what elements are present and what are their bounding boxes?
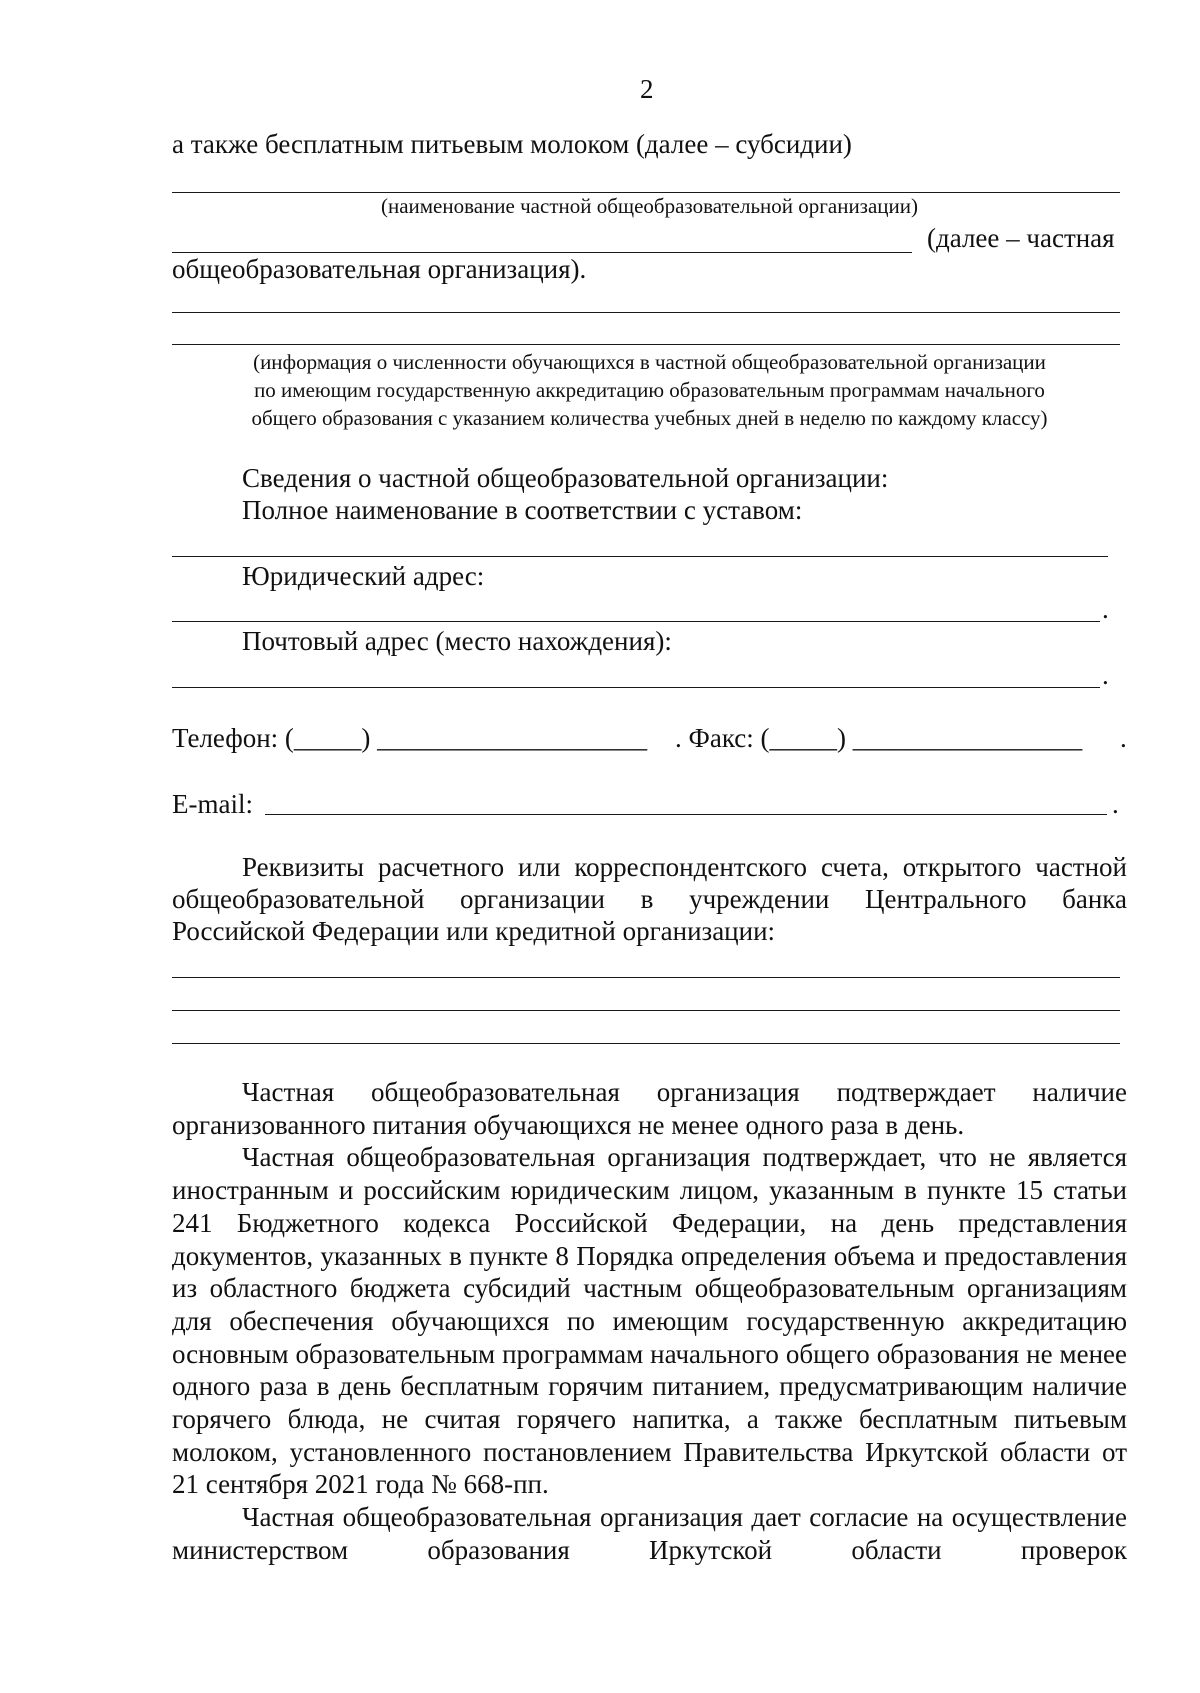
fax-dot: . [1120, 723, 1127, 753]
legal-address-dot: . [1102, 594, 1109, 624]
requisites-line-2: общеобразовательной организации в учреждении Центрального банка [172, 884, 1127, 914]
requisites-blank-3[interactable] [172, 1043, 1120, 1044]
org-suffix: (далее – частная [927, 223, 1115, 253]
email-label: E-mail: [172, 789, 253, 819]
requisites-blank-2[interactable] [172, 1010, 1120, 1011]
postal-address-blank[interactable] [172, 687, 1100, 688]
legal-address-label: Юридический адрес: [242, 561, 485, 591]
postal-address-dot: . [1102, 660, 1109, 690]
legal-address-blank[interactable] [172, 621, 1100, 622]
students-blank-1[interactable] [172, 312, 1120, 313]
full-name-label: Полное наименование в соответствии с уставом: [242, 495, 803, 525]
requisites-line-1: Реквизиты расчетного или корреспондентского счета, открытого частной [242, 852, 1127, 882]
full-name-blank[interactable] [172, 556, 1108, 557]
body-text [172, 1076, 1127, 1567]
requisites-line-3: Российской Федерации или кредитной организации: [172, 916, 776, 946]
org-name-caption: (наименование частной общеобразовательной организации) [380, 194, 919, 218]
paragraph-consent: Частная общеобразовательная организация дает согласие на осуществление министерством образования Иркутской области проверок [172, 1502, 1127, 1565]
email-dot: . [1112, 789, 1119, 819]
paragraph-not-foreign: Частная общеобразовательная организация подтверждает, что не является иностранным и российским юридическим лицом, указанным в пункте 15 статьи 241 Бюджетного кодекса Российской Федерации, на день представления документов, указанных в пункте 8 Порядка определения объема и предоставления из областного бюджета субсидий частным общеобразовательным организациям для обеспечения обучающихся по имеющим государственную аккредитацию основным образовательным программам начального общего образования не менее одного раза в день бесплатным горячим питанием, предусматривающим наличие горячего блюда, не считая горячего напитка, а также бесплатным питьевым молоком, установленного постановлением Правительства Иркутской области от 21 сентября 2021 года № 668-пп. [172, 1142, 1127, 1500]
email-blank[interactable] [265, 814, 1107, 815]
phone-field[interactable]: Телефон: (_____) ____________________ [172, 723, 648, 753]
org-suffix-2: общеобразовательная организация). [172, 254, 587, 284]
paragraph-catering: Частная общеобразовательная организация подтверждает наличие организованного питания обучающихся не менее одного раза в день. [172, 1077, 1127, 1140]
page-number: 2 [640, 74, 654, 104]
students-caption [172, 348, 1127, 432]
info-heading: Сведения о частной общеобразовательной организации: [242, 463, 889, 493]
students-caption-line-3: общего образования с указанием количества учебных дней в неделю по каждому классу) [251, 406, 1048, 430]
students-blank-2[interactable] [172, 344, 1120, 345]
postal-address-label: Почтовый адрес (место нахождения): [242, 626, 672, 656]
students-caption-line-2: по имеющим государственную аккредитацию образовательным программам начального [254, 378, 1045, 402]
fax-field[interactable]: . Факс: (_____) _________________ [675, 723, 1083, 753]
intro-line: а также бесплатным питьевым молоком (далее – субсидии) [172, 129, 852, 159]
students-caption-line-1: (информация о численности обучающихся в частной общеобразовательной организации [253, 350, 1046, 374]
requisites-blank-1[interactable] [172, 977, 1120, 978]
